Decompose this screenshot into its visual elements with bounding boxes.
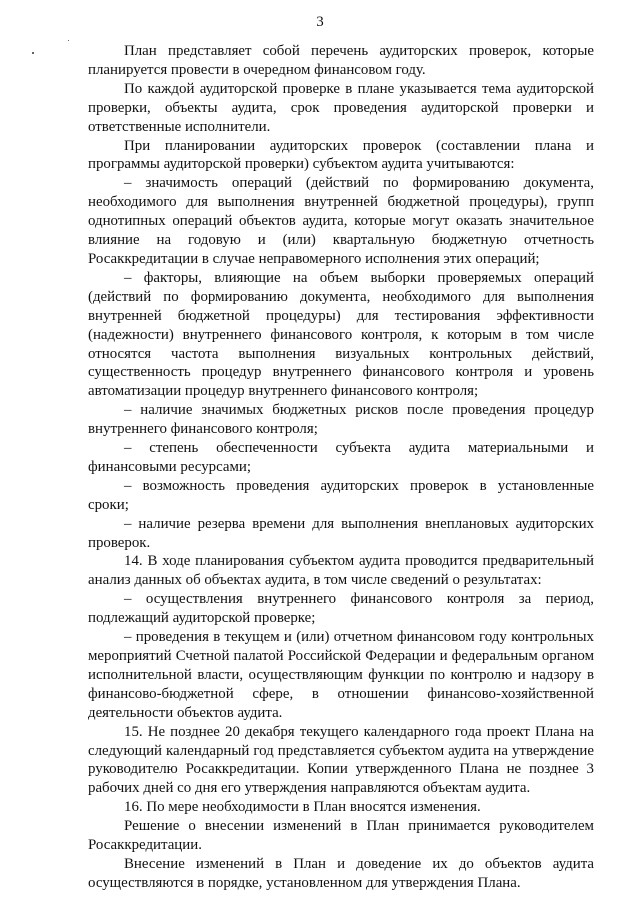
page-number: 3 — [316, 14, 324, 30]
body-text — [88, 42, 594, 893]
numbered-clause-15: 15. Не позднее 20 декабря текущего календарного года проект Плана на следующий календарный год представляется субъектом аудита на утверждение руководителю Росаккредитации. Копии утвержденного Плана не позднее 3 рабочих дней со дня его утверждения направляются объектам аудита. — [88, 723, 594, 797]
paragraph: По каждой аудиторской проверке в плане указывается тема аудиторской проверки, объекты аудита, срок проведения аудиторской проверки и ответственные исполнители. — [88, 80, 594, 135]
list-item: – возможность проведения аудиторских проверок в установленные сроки; — [88, 477, 594, 513]
paragraph: Решение о внесении изменений в План принимается руководителем Росаккредитации. — [88, 818, 594, 854]
paragraph: Внесение изменений в План и доведение их до объектов аудита осуществляются в порядке, установленном для утверждения Плана. — [88, 855, 594, 891]
paragraph: При планировании аудиторских проверок (составлении плана и программы аудиторской проверки) субъектом аудита учитываются: — [88, 137, 594, 173]
list-item: – степень обеспеченности субъекта аудита материальными и финансовыми ресурсами; — [88, 440, 594, 475]
numbered-clause-14: 14. В ходе планирования субъектом аудита проводится предварительный анализ данных об объектах аудита, в том числе сведений о результатах: — [88, 553, 594, 589]
paragraph: План представляет собой перечень аудиторских проверок, которые планируется провести в очередном финансовом году. — [88, 43, 594, 78]
list-item: – значимость операций (действий по формированию документа, необходимого для выполнения внутренней бюджетной процедуры), групп однотипных операций объектов аудита, которые могут оказать значительное влияние на годовую и (или) квартальную бюджетную отчетность Росаккредитации в случае неправомерного исполнения этих операций; — [88, 175, 594, 267]
list-item: – наличие резерва времени для выполнения внеплановых аудиторских проверок. — [88, 515, 594, 551]
list-item: – наличие значимых бюджетных рисков после проведения процедур внутреннего финансового контроля; — [88, 402, 594, 438]
scan-speck — [68, 40, 69, 41]
scan-speck — [32, 52, 34, 54]
list-item: – осуществления внутреннего финансового контроля за период, подлежащий аудиторской проверке; — [88, 591, 594, 627]
list-item: – проведения в текущем и (или) отчетном финансовом году контрольных мероприятий Счетной палатой Российской Федерации и федеральным органом исполнительной власти, осуществляющим функции по контролю и надзору в финансово-бюджетной сфере, в отношении финансово-хозяйственной деятельности объектов аудита. — [88, 629, 594, 721]
numbered-clause-16: 16. По мере необходимости в План вносятся изменения. — [124, 799, 481, 816]
list-item: – факторы, влияющие на объем выборки проверяемых операций (действий по формированию документа, необходимого для выполнения внутренней бюджетной процедуры) для тестирования эффективности (надежности) внутреннего финансового контроля, к которым в том числе относятся частота выполнения визуальных контрольных действий, существенность процедур внутреннего финансового контроля и уровень автоматизации процедур внутреннего финансового контроля; — [88, 269, 594, 400]
